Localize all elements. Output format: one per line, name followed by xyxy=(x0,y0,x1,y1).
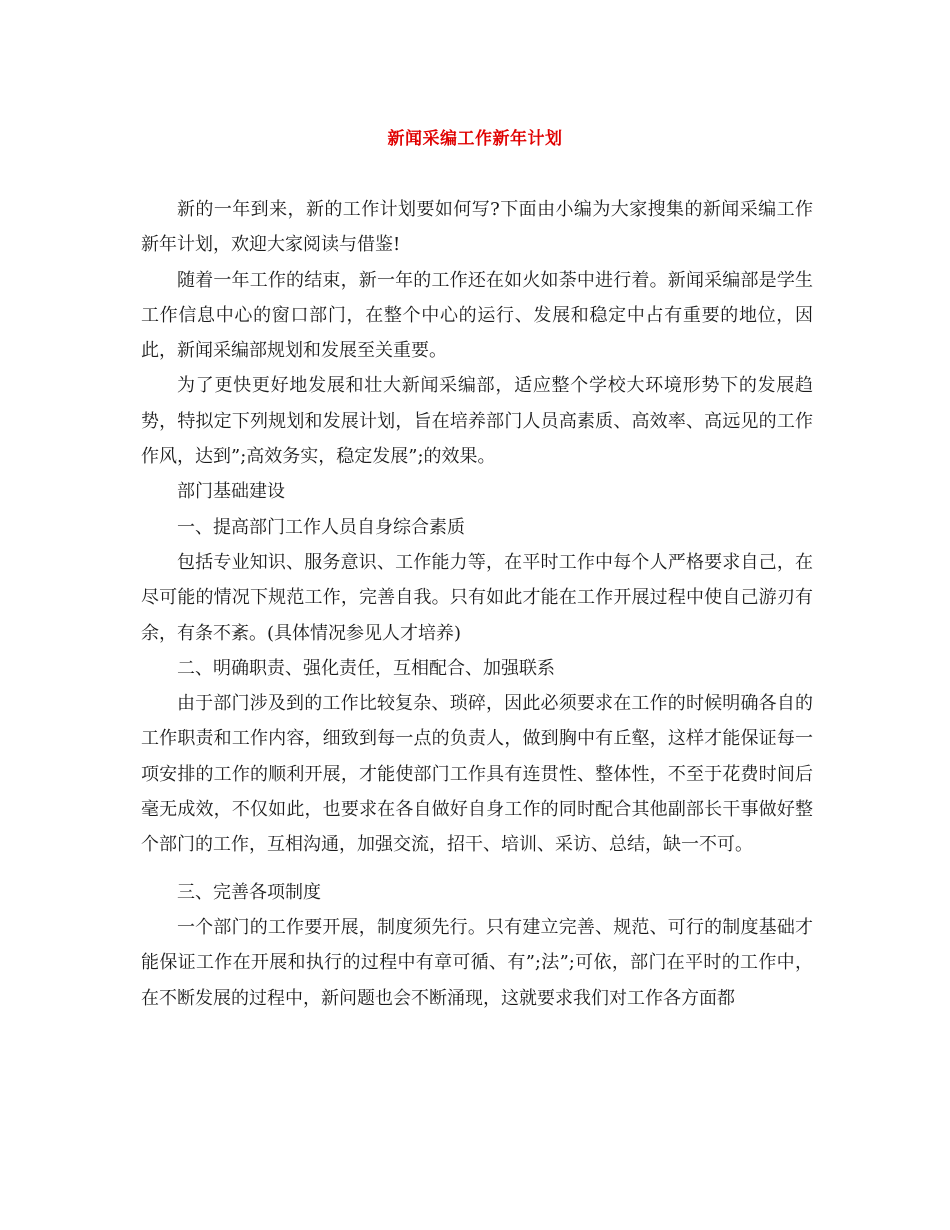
paragraph-purpose: 为了更快更好地发展和壮大新闻采编部，适应整个学校大环境形势下的发展趋势，特拟定下列规划和发展计划，旨在培养部门人员高素质、高效率、高远见的工作作风，达到”;高效务实，稳定发展”;的效果。 xyxy=(141,375,813,468)
section-heading-basic-construction: 部门基础建设 xyxy=(177,481,285,503)
document-body xyxy=(141,192,813,1016)
paragraph-intro: 新的一年到来，新的工作计划要如何写?下面由小编为大家搜集的新闻采编工作新年计划，欢迎大家阅读与借鉴! xyxy=(141,199,813,256)
subheading-responsibility: 二、明确职责、强化责任，互相配合、加强联系 xyxy=(177,657,555,679)
subheading-quality: 一、提高部门工作人员自身综合素质 xyxy=(177,516,465,538)
paragraph-responsibility: 由于部门涉及到的工作比较复杂、琐碎，因此必须要求在工作的时候明确各自的工作职责和工作内容，细致到每一点的负责人，做到胸中有丘壑，这样才能保证每一项安排的工作的顺利开展，才能使部门工作具有连贯性、整体性，不至于花费时间后毫无成效，不仅如此，也要求在各自做好自身工作的同时配合其他副部长干事做好整个部门的工作，互相沟通，加强交流，招干、培训、采访、总结，缺一不可。 xyxy=(141,693,813,856)
subheading-rules: 三、完善各项制度 xyxy=(177,881,321,903)
document-title: 新闻采编工作新年计划 xyxy=(387,129,563,149)
paragraph-quality: 包括专业知识、服务意识、工作能力等，在平时工作中每个人严格要求自己，在尽可能的情况下规范工作，完善自我。只有如此才能在工作开展过程中使自己游刃有余，有条不紊。(具体情况参见人才培养) xyxy=(141,551,813,644)
paragraph-rules: 一个部门的工作要开展，制度须先行。只有建立完善、规范、可行的制度基础才能保证工作在开展和执行的过程中有章可循、有”;法”;可依，部门在平时的工作中，在不断发展的过程中，新问题也会不断涌现，这就要求我们对工作各方面都 xyxy=(141,916,813,1009)
paragraph-background: 随着一年工作的结束，新一年的工作还在如火如荼中进行着。新闻采编部是学生工作信息中心的窗口部门，在整个中心的运行、发展和稳定中占有重要的地位，因此，新闻采编部规划和发展至关重要。 xyxy=(141,269,813,362)
